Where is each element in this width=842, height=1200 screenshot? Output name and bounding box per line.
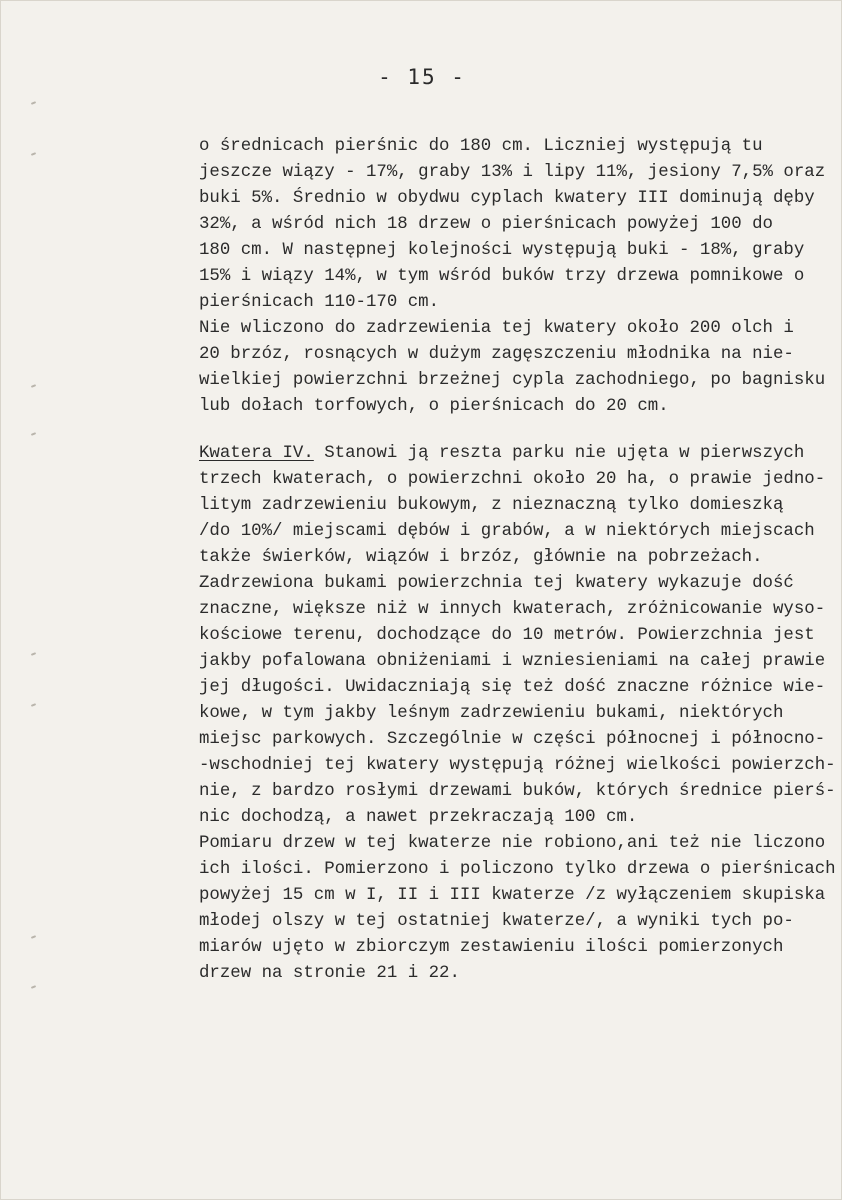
text-line: nie, z bardzo rosłymi drzewami buków, których średnice pierś- <box>199 782 836 801</box>
section-heading: Kwatera IV. <box>199 444 314 463</box>
text-line: Pomiaru drzew w tej kwaterze nie robiono,ani też nie liczono <box>199 834 826 853</box>
text-line: kowe, w tym jakby leśnym zadrzewieniu bukami, niektórych <box>199 704 784 723</box>
text-line: 32%, a wśród nich 18 drzew o pierśnicach powyżej 100 do <box>199 215 773 234</box>
text-line: buki 5%. Średnio w obydwu cyplach kwatery III dominują dęby <box>199 189 815 208</box>
text-line: wielkiej powierzchni brzeżnej cypla zachodniego, po bagnisku <box>199 371 826 390</box>
text-line: powyżej 15 cm w I, II i III kwaterze /z wyłączeniem skupiska <box>199 886 826 905</box>
binder-hole-mark <box>31 985 36 989</box>
text-line: jakby pofalowana obniżeniami i wzniesieniami na całej prawie <box>199 652 826 671</box>
text-line: jeszcze wiązy - 17%, graby 13% i lipy 11%, jesiony 7,5% oraz <box>199 163 826 182</box>
text-line: 15% i wiązy 14%, w tym wśród buków trzy drzewa pomnikowe o <box>199 267 805 286</box>
paragraph-kwatera-iv <box>199 441 839 987</box>
text-line: nic dochodzą, a nawet przekraczają 100 cm. <box>199 808 638 827</box>
text-line: drzew na stronie 21 i 22. <box>199 964 460 983</box>
text-line: 180 cm. W następnej kolejności występują buki - 18%, graby <box>199 241 805 260</box>
text-line: młodej olszy w tej ostatniej kwaterze/, a wyniki tych po- <box>199 912 794 931</box>
text-line-with-heading <box>199 441 839 467</box>
text-line: /do 10%/ miejscami dębów i grabów, a w niektórych miejscach <box>199 522 815 541</box>
text-line: jej długości. Uwidaczniają się też dość znaczne różnice wie- <box>199 678 826 697</box>
binder-hole-mark <box>31 152 36 156</box>
binder-hole-mark <box>31 935 36 939</box>
page-number: - 15 - <box>378 65 466 89</box>
text-line: 20 brzóz, rosnących w dużym zagęszczeniu młodnika na nie- <box>199 345 794 364</box>
text-line: lub dołach torfowych, o pierśnicach do 20 cm. <box>199 397 669 416</box>
binder-hole-mark <box>31 384 36 388</box>
text-line: kościowe terenu, dochodzące do 10 metrów. Powierzchnia jest <box>199 626 815 645</box>
text-line: trzech kwaterach, o powierzchni około 20 ha, o prawie jedno- <box>199 470 826 489</box>
text-line: o średnicach pierśnic do 180 cm. Liczniej występują tu <box>199 137 763 156</box>
binder-hole-mark <box>31 101 36 105</box>
binder-hole-mark <box>31 703 36 707</box>
text-line: Zadrzewiona bukami powierzchnia tej kwatery wykazuje dość <box>199 574 794 593</box>
text-line: także świerków, wiązów i brzóz, głównie na pobrzeżach. <box>199 548 763 567</box>
text-line: litym zadrzewieniu bukowym, z nieznaczną tylko domieszką <box>199 496 784 515</box>
text-line: miarów ujęto w zbiorczym zestawieniu ilości pomierzonych <box>199 938 784 957</box>
binder-hole-mark <box>31 432 36 436</box>
text-line: ich ilości. Pomierzono i policzono tylko drzewa o pierśnicach <box>199 860 836 879</box>
paragraph-species-composition <box>199 134 839 420</box>
binder-hole-mark <box>31 652 36 656</box>
text-line: Nie wliczono do zadrzewienia tej kwatery około 200 olch i <box>199 319 794 338</box>
text-line: -wschodniej tej kwatery występują różnej wielkości powierzch- <box>199 756 836 775</box>
text-line: miejsc parkowych. Szczególnie w części północnej i północno- <box>199 730 826 749</box>
text-line-rest: Stanowi ją reszta parku nie ujęta w pierwszych <box>313 444 805 463</box>
text-line: pierśnicach 110-170 cm. <box>199 293 440 312</box>
text-line: znaczne, większe niż w innych kwaterach, zróżnicowanie wyso- <box>199 600 826 619</box>
